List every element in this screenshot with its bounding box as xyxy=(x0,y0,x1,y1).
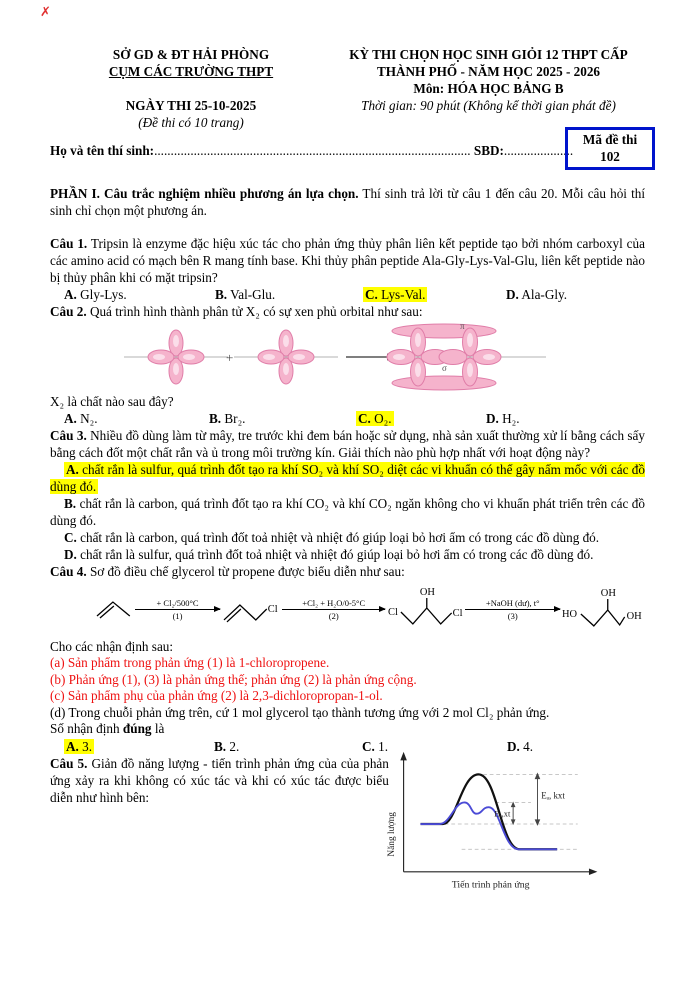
exam-code-label: Mã đề thi xyxy=(582,132,638,147)
svg-text:Cl: Cl xyxy=(453,607,463,619)
arrow-line xyxy=(135,609,221,610)
question-2-text: Câu 2. Quá trình hình thành phân tử X₂ có sự xen phủ orbital như sau: xyxy=(50,304,423,319)
y-axis-label: Năng lượng xyxy=(387,811,398,857)
duration-line: Thời gian: 90 phút (Không kể thời gian phát đề) xyxy=(361,98,616,113)
school-cluster: CỤM CÁC TRƯỜNG THPT xyxy=(108,64,274,79)
reaction-scheme xyxy=(94,582,645,636)
statement-b: (b) Phản ứng (1), (3) là phản ứng thế; phản ứng (2) là phản ứng cộng. xyxy=(50,671,417,687)
svg-text:OH: OH xyxy=(627,610,643,622)
q3-option-d[interactable]: D. chất rắn là sulfur, quá trình đốt toả nhiệt và nhiệt đó giúp loại bỏ hơi ẩm có trong các đồ dùng đó. xyxy=(64,547,594,562)
q4-conclusion: Số nhận định đúng là xyxy=(50,721,165,736)
reaction-3-number: (3) xyxy=(507,610,518,621)
q2-option-d[interactable]: D. H₂. xyxy=(486,411,520,426)
plus-sign: + xyxy=(226,350,234,365)
department-name: SỞ GD & ĐT HẢI PHÒNG xyxy=(112,47,270,62)
question-4-text: Câu 4. Sơ đồ điều chế glycerol từ propene được biểu diễn như sau: xyxy=(50,564,405,579)
sbd-label: SBD: xyxy=(470,143,504,158)
question-3-text: Câu 3. Nhiều đồ dùng làm từ mây, tre trước khi đem bán hoặc sử dụng, nhà sản xuất thường xử lí bằng cách sấy bằng cách đốt một chất rắn và ủ trong môi trường kín. Giải thích nào phù hợp nhất với hoạt động này? xyxy=(50,428,646,460)
reaction-2-conditions: +Cl₂ + H₂O/0-5°C xyxy=(302,597,366,608)
q4-option-b[interactable]: B. 2. xyxy=(214,738,240,754)
x-axis-arrowhead xyxy=(589,868,597,875)
q4-note: Cho các nhận định sau: xyxy=(50,639,174,654)
question-1-options xyxy=(50,286,645,303)
q4-option-c[interactable]: C. 1. xyxy=(362,738,389,754)
arrow-line xyxy=(465,609,560,610)
q1-option-b[interactable]: B. Val-Glu. xyxy=(215,287,276,302)
ea-catalyst-label: Eₐ,xt xyxy=(494,808,511,819)
statement-a: (a) Sản phẩm trong phản ứng (1) là 1-chloropropene. xyxy=(50,655,330,670)
header-left xyxy=(50,46,332,131)
arrow-line xyxy=(282,609,385,610)
dichloropropanol-structure xyxy=(386,584,464,634)
svg-text:Cl: Cl xyxy=(268,603,278,615)
question-1-text: Câu 1. Tripsin là enzyme đặc hiệu xúc tác cho phản ứng thủy phân liên kết peptide tạo bởi nhóm carboxyl của các amino acid có mạch bên R mang tính base. Khi thủy phân peptide Ala-Gly-Lys-Val-Glu, liên kết peptide nào bị thủy phân khi có mặt tripsin? xyxy=(50,236,645,285)
svg-text:OH: OH xyxy=(420,587,436,599)
q3-option-a[interactable] xyxy=(50,461,645,495)
svg-text:OH: OH xyxy=(601,588,617,600)
orbital-overlap-figure xyxy=(108,321,558,393)
q2-option-a[interactable]: A. N₂. xyxy=(64,411,98,426)
statement-c: (c) Sản phẩm phụ của phản ứng (2) là 2,3-dichloropropan-1-ol. xyxy=(50,688,383,703)
propene-structure xyxy=(94,592,134,626)
energy-diagram xyxy=(383,739,645,939)
statement-d: (d) Trong chuỗi phản ứng trên, cứ 1 mol glycerol tạo thành tương ứng với 2 mol Cl₂ phản ứng. xyxy=(50,704,550,720)
question-5-text: Câu 5. Giản đồ năng lượng - tiến trình phản ứng của của phản ứng xảy ra khi không có xúc tác và khi có xúc tác được biểu diễn như hình bên: xyxy=(50,755,389,805)
svg-text:Cl: Cl xyxy=(388,606,399,618)
reaction-arrow-2 xyxy=(282,598,385,621)
q4-statements xyxy=(50,655,645,738)
header-right xyxy=(332,46,645,131)
part1-desc: Thí sinh trả lời từ câu 1 đến câu 20. Mỗi câu hỏi thí sinh chỉ chọn một phương án. xyxy=(50,186,645,218)
q1-option-c[interactable] xyxy=(363,286,506,303)
sbd-blank-field[interactable]: ..................... xyxy=(503,143,574,158)
name-blank-field[interactable]: ................................................................................................ xyxy=(154,143,471,158)
glycerol-structure xyxy=(561,584,645,634)
svg-text:HO: HO xyxy=(562,608,578,620)
page-count-note: (Đề thi có 10 trang) xyxy=(138,115,244,130)
q4-answer-highlight: A. 3. xyxy=(66,738,93,754)
question-2-subtext: X₂ là chất nào sau đây? xyxy=(50,394,174,409)
exam-code-value: 102 xyxy=(600,149,620,164)
subject-line: Môn: HÓA HỌC BẢNG B xyxy=(413,81,564,96)
q4-option-a[interactable] xyxy=(64,738,214,755)
curve-no-catalyst xyxy=(420,774,557,849)
curve-with-catalyst xyxy=(420,802,557,849)
question-3 xyxy=(50,427,645,563)
x-axis-label: Tiến trình phản ứng xyxy=(451,879,530,891)
pi-label: π xyxy=(460,321,465,331)
q2-option-c[interactable] xyxy=(356,410,486,427)
red-x-mark: ✗ xyxy=(40,5,51,20)
question-5 xyxy=(50,755,645,939)
question-1 xyxy=(50,235,645,303)
y-axis-arrowhead xyxy=(400,751,407,759)
header xyxy=(50,46,645,131)
part1-title: PHẦN I. Câu trắc nghiệm nhiều phương án lựa chọn. xyxy=(50,186,359,201)
question-2-options xyxy=(50,410,645,427)
ea-no-catalyst-label: Eₐ, kxt xyxy=(541,790,565,801)
reaction-3-conditions: +NaOH (dư), t° xyxy=(485,597,540,608)
candidate-info-line xyxy=(50,142,574,159)
reaction-1-conditions: + Cl₂/500°C xyxy=(156,597,199,608)
name-label: Họ và tên thí sinh: xyxy=(50,143,155,158)
question-2 xyxy=(50,303,645,427)
q2-option-b[interactable]: B. Br₂. xyxy=(209,411,246,426)
q3-answer-highlight: A. chất rắn là sulfur, quá trình đốt tạo ra khí SO₂ và khí SO₂ diệt các vi khuẩn có thể gây nấm mốc với các đồ dùng đó. xyxy=(50,462,645,494)
q3-option-b[interactable]: B. chất rắn là carbon, quá trình đốt tạo ra khí CO₂ và khí CO₂ ngăn không cho vi khuẩn phát triển trên các đồ dùng đó. xyxy=(50,496,645,528)
exam-code-box xyxy=(565,127,655,170)
q4-option-d[interactable]: D. 4. xyxy=(507,738,534,754)
exam-date: NGÀY THI 25-10-2025 xyxy=(125,98,257,113)
exam-title-1: KỲ THI CHỌN HỌC SINH GIỎI 12 THPT CẤP xyxy=(349,47,628,62)
part1-intro xyxy=(50,185,645,219)
reaction-2-number: (2) xyxy=(328,610,339,621)
reaction-arrow-1 xyxy=(135,598,221,621)
q2-answer-highlight: C. O₂. xyxy=(358,411,392,426)
allyl-chloride-structure xyxy=(221,590,281,628)
q1-option-a[interactable]: A. Gly-Lys. xyxy=(64,287,127,302)
q1-option-d[interactable]: D. Ala-Gly. xyxy=(506,287,568,302)
q1-answer-highlight: C. Lys-Val. xyxy=(365,287,426,302)
question-4 xyxy=(50,563,645,755)
q3-option-c[interactable]: C. chất rắn là carbon, quá trình đốt toả nhiệt và nhiệt đó giúp loại bỏ hơi ẩm có trong các đồ dùng đó. xyxy=(64,530,600,545)
reaction-arrow-3 xyxy=(465,598,560,621)
sigma-label: σ xyxy=(442,363,447,373)
reaction-1-number: (1) xyxy=(172,610,183,621)
exam-title-2: THÀNH PHỐ - NĂM HỌC 2025 - 2026 xyxy=(376,64,601,79)
